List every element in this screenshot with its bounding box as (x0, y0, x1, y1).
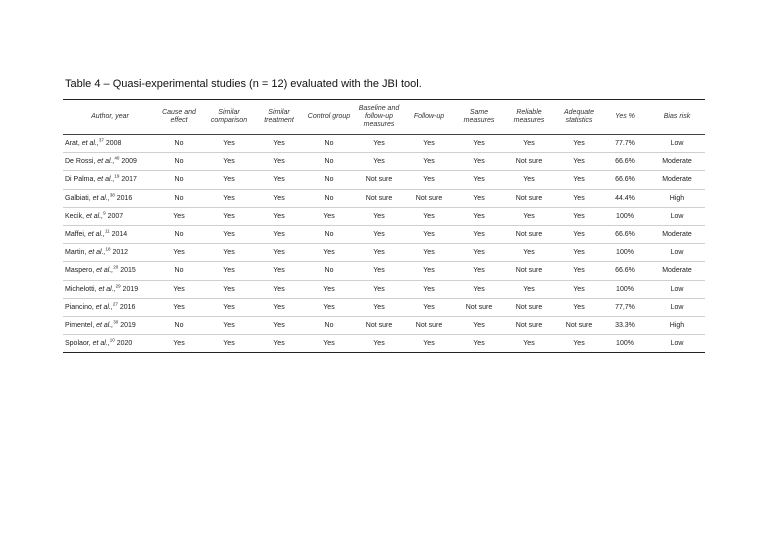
similar-comparison-cell: Yes (201, 207, 257, 225)
similar-comparison-cell: Yes (201, 225, 257, 243)
yes-percent-cell: 66.6% (601, 262, 649, 280)
control-group-cell: Yes (301, 280, 357, 298)
author-year-cell (63, 316, 157, 334)
author-etal: et al., (90, 194, 110, 202)
same-measures-cell: Yes (457, 316, 501, 334)
yes-percent-cell: 33.3% (601, 316, 649, 334)
cause-and-effect-cell: No (157, 189, 201, 207)
table-row (63, 171, 705, 189)
author-name: Maffei, (65, 231, 86, 239)
baseline-follow-up-cell: Yes (357, 280, 401, 298)
reference-number: 27 (112, 301, 118, 307)
cause-and-effect-cell: No (157, 262, 201, 280)
similar-comparison-cell: Yes (201, 298, 257, 316)
author-name: Martin, (65, 249, 87, 257)
publication-year: 2012 (110, 249, 129, 257)
yes-percent-cell: 100% (601, 207, 649, 225)
follow-up-cell: Not sure (401, 189, 457, 207)
adequate-statistics-cell: Yes (557, 298, 601, 316)
reliable-measures-cell: Not sure (501, 298, 557, 316)
reference-number: 40 (114, 155, 120, 161)
table-row (63, 225, 705, 243)
column-header-baseline-follow-up: Baseline and follow-up measures (357, 100, 401, 135)
table-row (63, 335, 705, 353)
similar-comparison-cell: Yes (201, 153, 257, 171)
table-row (63, 244, 705, 262)
similar-treatment-cell: Yes (257, 171, 301, 189)
reference-number: 30 (113, 319, 119, 325)
publication-year: 2019 (120, 285, 139, 293)
reliable-measures-cell: Yes (501, 335, 557, 353)
adequate-statistics-cell: Yes (557, 171, 601, 189)
reliable-measures-cell: Yes (501, 171, 557, 189)
publication-year: 2008 (103, 140, 122, 148)
reference-number: 20 (113, 265, 119, 271)
table-row (63, 262, 705, 280)
similar-treatment-cell: Yes (257, 189, 301, 207)
author-year-cell (63, 153, 157, 171)
yes-percent-cell: 44.4% (601, 189, 649, 207)
author-etal: et al., (85, 231, 105, 239)
cause-and-effect-cell: Yes (157, 244, 201, 262)
table-row (63, 316, 705, 334)
control-group-cell: Yes (301, 335, 357, 353)
bias-risk-cell: Low (649, 298, 705, 316)
author-etal: et al., (94, 267, 114, 275)
adequate-statistics-cell: Yes (557, 153, 601, 171)
adequate-statistics-cell: Yes (557, 262, 601, 280)
control-group-cell: No (301, 225, 357, 243)
author-year-cell (63, 171, 157, 189)
follow-up-cell: Yes (401, 171, 457, 189)
similar-treatment-cell: Yes (257, 207, 301, 225)
control-group-cell: No (301, 153, 357, 171)
yes-percent-cell: 100% (601, 280, 649, 298)
similar-comparison-cell: Yes (201, 335, 257, 353)
baseline-follow-up-cell: Yes (357, 207, 401, 225)
author-year-cell (63, 244, 157, 262)
author-year-cell (63, 225, 157, 243)
baseline-follow-up-cell: Not sure (357, 316, 401, 334)
yes-percent-cell: 77,7% (601, 298, 649, 316)
bias-risk-cell: Low (649, 135, 705, 153)
yes-percent-cell: 66.6% (601, 225, 649, 243)
similar-comparison-cell: Yes (201, 189, 257, 207)
baseline-follow-up-cell: Yes (357, 335, 401, 353)
similar-comparison-cell: Yes (201, 316, 257, 334)
follow-up-cell: Yes (401, 135, 457, 153)
publication-year: 2019 (118, 321, 136, 329)
author-name: Arat, (65, 140, 80, 148)
follow-up-cell: Not sure (401, 316, 457, 334)
control-group-cell: No (301, 171, 357, 189)
control-group-cell: Yes (301, 298, 357, 316)
column-header-cause-and-effect: Cause and effect (157, 100, 201, 135)
bias-risk-cell: Moderate (649, 262, 705, 280)
reference-number: 10 (109, 337, 115, 343)
reliable-measures-cell: Yes (501, 244, 557, 262)
publication-year: 2015 (118, 267, 136, 275)
similar-comparison-cell: Yes (201, 135, 257, 153)
author-year-cell (63, 135, 157, 153)
reference-number: 37 (98, 137, 104, 143)
publication-year: 2020 (114, 340, 133, 348)
column-header-similar-comparison: Similar comparison (201, 100, 257, 135)
author-etal: et al., (93, 303, 113, 311)
bias-risk-cell: Low (649, 207, 705, 225)
table-caption: Table 4 – Quasi-experimental studies (n = 12) evaluated with the JBI tool. (65, 78, 422, 90)
same-measures-cell: Yes (457, 207, 501, 225)
reliable-measures-cell: Yes (501, 135, 557, 153)
reliable-measures-cell: Yes (501, 280, 557, 298)
author-etal: et al., (95, 176, 115, 184)
publication-year: 2016 (117, 303, 136, 311)
control-group-cell: No (301, 135, 357, 153)
column-header-yes-percent: Yes % (601, 100, 649, 135)
bias-risk-cell: High (649, 316, 705, 334)
yes-percent-cell: 100% (601, 335, 649, 353)
yes-percent-cell: 100% (601, 244, 649, 262)
similar-comparison-cell: Yes (201, 244, 257, 262)
bias-risk-cell: Low (649, 244, 705, 262)
reliable-measures-cell: Yes (501, 207, 557, 225)
same-measures-cell: Yes (457, 262, 501, 280)
similar-treatment-cell: Yes (257, 244, 301, 262)
author-year-cell (63, 335, 157, 353)
author-etal: et al., (84, 212, 104, 220)
publication-year: 2016 (114, 194, 133, 202)
follow-up-cell: Yes (401, 225, 457, 243)
yes-percent-cell: 77.7% (601, 135, 649, 153)
cause-and-effect-cell: Yes (157, 298, 201, 316)
author-name: Spolaor, (65, 340, 91, 348)
table-row (63, 189, 705, 207)
similar-comparison-cell: Yes (201, 280, 257, 298)
reference-number: 9 (103, 210, 106, 216)
author-year-cell (63, 280, 157, 298)
column-header-author-year: Author, year (63, 100, 157, 135)
baseline-follow-up-cell: Yes (357, 262, 401, 280)
column-header-control-group: Control group (301, 100, 357, 135)
author-name: Pimentel, (65, 321, 95, 329)
table-row (63, 280, 705, 298)
publication-year: 2014 (109, 231, 128, 239)
same-measures-cell: Yes (457, 225, 501, 243)
follow-up-cell: Yes (401, 207, 457, 225)
table-row (63, 298, 705, 316)
cause-and-effect-cell: No (157, 316, 201, 334)
cause-and-effect-cell: No (157, 135, 201, 153)
column-header-reliable-measures: Reliable measures (501, 100, 557, 135)
adequate-statistics-cell: Yes (557, 225, 601, 243)
adequate-statistics-cell: Yes (557, 244, 601, 262)
baseline-follow-up-cell: Yes (357, 298, 401, 316)
author-name: Michelotti, (65, 285, 97, 293)
column-header-follow-up: Follow-up (401, 100, 457, 135)
cause-and-effect-cell: No (157, 225, 201, 243)
cause-and-effect-cell: Yes (157, 207, 201, 225)
similar-treatment-cell: Yes (257, 316, 301, 334)
control-group-cell: Yes (301, 207, 357, 225)
adequate-statistics-cell: Yes (557, 135, 601, 153)
adequate-statistics-cell: Yes (557, 189, 601, 207)
cause-and-effect-cell: No (157, 171, 201, 189)
cause-and-effect-cell: Yes (157, 280, 201, 298)
bias-risk-cell: Low (649, 335, 705, 353)
column-header-adequate-statistics: Adequate statistics (557, 100, 601, 135)
cause-and-effect-cell: No (157, 153, 201, 171)
adequate-statistics-cell: Not sure (557, 316, 601, 334)
publication-year: 2009 (119, 158, 137, 166)
author-etal: et al., (96, 285, 116, 293)
reliable-measures-cell: Not sure (501, 262, 557, 280)
author-name: Galbiati, (65, 194, 91, 202)
control-group-cell: No (301, 189, 357, 207)
author-name: Maspero, (65, 267, 95, 275)
same-measures-cell: Yes (457, 135, 501, 153)
table-row (63, 153, 705, 171)
baseline-follow-up-cell: Yes (357, 244, 401, 262)
adequate-statistics-cell: Yes (557, 335, 601, 353)
same-measures-cell: Yes (457, 189, 501, 207)
same-measures-cell: Yes (457, 280, 501, 298)
follow-up-cell: Yes (401, 262, 457, 280)
similar-treatment-cell: Yes (257, 262, 301, 280)
similar-treatment-cell: Yes (257, 135, 301, 153)
similar-treatment-cell: Yes (257, 280, 301, 298)
similar-comparison-cell: Yes (201, 171, 257, 189)
reference-number: 18 (105, 246, 111, 252)
author-name: Kecik, (65, 212, 85, 220)
baseline-follow-up-cell: Not sure (357, 171, 401, 189)
yes-percent-cell: 66.6% (601, 171, 649, 189)
reliable-measures-cell: Not sure (501, 153, 557, 171)
reference-number: 11 (104, 228, 110, 234)
same-measures-cell: Yes (457, 171, 501, 189)
author-year-cell (63, 298, 157, 316)
reliable-measures-cell: Not sure (501, 316, 557, 334)
author-name: De Rossi, (65, 158, 96, 166)
same-measures-cell: Yes (457, 244, 501, 262)
similar-treatment-cell: Yes (257, 298, 301, 316)
publication-year: 2017 (119, 176, 137, 184)
control-group-cell: No (301, 316, 357, 334)
same-measures-cell: Yes (457, 153, 501, 171)
table-body (63, 135, 705, 353)
author-etal: et al., (79, 140, 99, 148)
author-name: Di Palma, (65, 176, 96, 184)
publication-year: 2007 (105, 212, 124, 220)
bias-risk-cell: Low (649, 280, 705, 298)
follow-up-cell: Yes (401, 244, 457, 262)
similar-treatment-cell: Yes (257, 225, 301, 243)
baseline-follow-up-cell: Yes (357, 135, 401, 153)
reference-number: 19 (114, 174, 120, 180)
reference-number: 29 (115, 283, 121, 289)
similar-treatment-cell: Yes (257, 335, 301, 353)
control-group-cell: Yes (301, 244, 357, 262)
baseline-follow-up-cell: Yes (357, 153, 401, 171)
yes-percent-cell: 66.6% (601, 153, 649, 171)
reliable-measures-cell: Not sure (501, 225, 557, 243)
same-measures-cell: Yes (457, 335, 501, 353)
table-row (63, 207, 705, 225)
author-year-cell (63, 207, 157, 225)
bias-risk-cell: Moderate (649, 225, 705, 243)
author-year-cell (63, 189, 157, 207)
column-header-same-measures: Same measures (457, 100, 501, 135)
author-etal: et al., (95, 158, 115, 166)
author-etal: et al., (86, 249, 106, 257)
baseline-follow-up-cell: Yes (357, 225, 401, 243)
author-etal: et al., (90, 340, 110, 348)
header-row (63, 100, 705, 135)
follow-up-cell: Yes (401, 335, 457, 353)
bias-risk-cell: High (649, 189, 705, 207)
bias-risk-cell: Moderate (649, 153, 705, 171)
follow-up-cell: Yes (401, 280, 457, 298)
similar-treatment-cell: Yes (257, 153, 301, 171)
column-header-similar-treatment: Similar treatment (257, 100, 301, 135)
similar-comparison-cell: Yes (201, 262, 257, 280)
table-header (63, 100, 705, 135)
follow-up-cell: Yes (401, 153, 457, 171)
jbi-evaluation-table (63, 99, 705, 353)
same-measures-cell: Not sure (457, 298, 501, 316)
reference-number: 38 (109, 192, 115, 198)
adequate-statistics-cell: Yes (557, 280, 601, 298)
author-name: Piancino, (65, 303, 94, 311)
baseline-follow-up-cell: Not sure (357, 189, 401, 207)
reliable-measures-cell: Not sure (501, 189, 557, 207)
author-etal: et al., (94, 321, 114, 329)
table-row (63, 135, 705, 153)
adequate-statistics-cell: Yes (557, 207, 601, 225)
control-group-cell: No (301, 262, 357, 280)
author-year-cell (63, 262, 157, 280)
cause-and-effect-cell: Yes (157, 335, 201, 353)
follow-up-cell: Yes (401, 298, 457, 316)
column-header-bias-risk: Bias risk (649, 100, 705, 135)
bias-risk-cell: Moderate (649, 171, 705, 189)
